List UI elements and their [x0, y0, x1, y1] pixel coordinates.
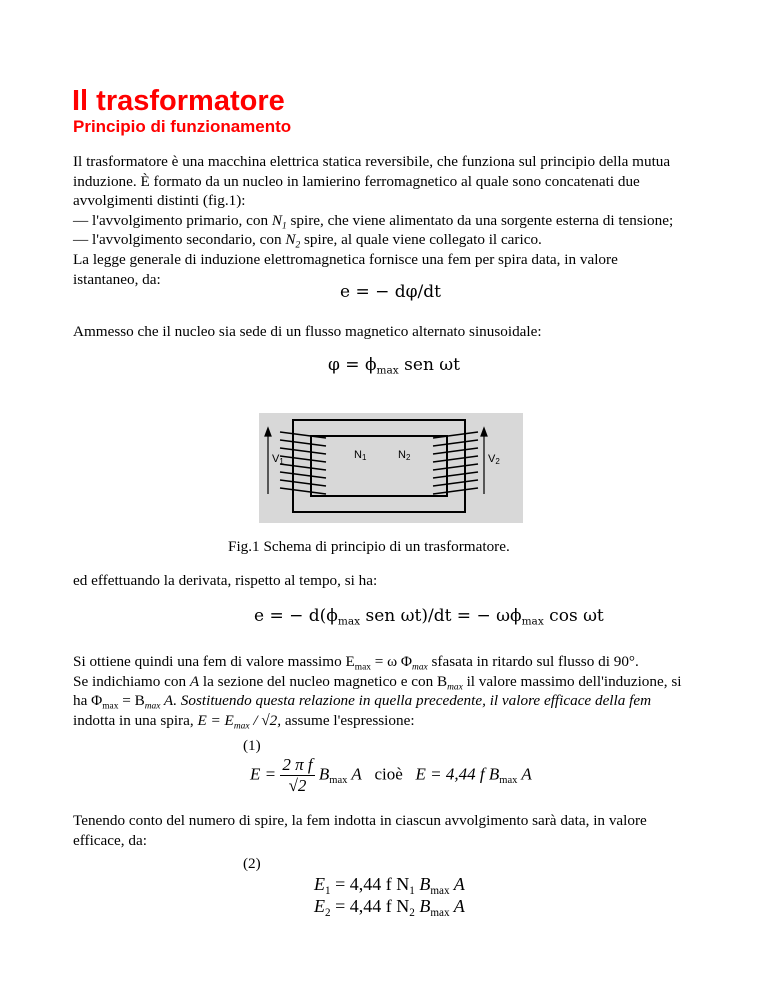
page-title: Il trasformatore: [72, 85, 285, 117]
induction-law-line: istantaneo, da:: [73, 270, 161, 288]
induction-law-line: La legge generale di induzione elettromagnetica fornisce una fem per spira data, in valore: [73, 250, 618, 268]
derivative-paragraph: ed effettuando la derivata, rispetto al tempo, si ha:: [73, 572, 378, 589]
equation-1-number: (1): [243, 737, 261, 754]
result-line: ha $\Phi_{max} = B_{max}$ A. Sostituendo questa relazione in quella precedente, il valore efficace della fem: [73, 692, 652, 712]
equation-2-e1: $E_1 = 4,44$ f $N_1$ $B_{max}$ A: [314, 874, 465, 897]
primary-winding-line: — l'avvolgimento primario, con $N_1$ spire, che viene alimentato da una sorgente esterna di tensione;: [73, 211, 674, 232]
v1-label: V1: [272, 453, 284, 466]
equation-2-number: (2): [243, 855, 261, 872]
intro-paragraph: [73, 152, 697, 289]
n1-label: N1: [354, 449, 367, 462]
equation-fem: e = − dφ/dt: [340, 282, 441, 302]
equation-2-e2: $E_2 = 4,44$ f $N_2$ $B_{max}$ A: [314, 896, 465, 919]
turns-paragraph: [73, 811, 697, 850]
transformer-diagram: [258, 412, 524, 524]
section-subtitle: Principio di funzionamento: [73, 117, 292, 136]
intro-line: avvolgimenti distinti (fig.1):: [73, 192, 246, 210]
equation-1-fraction: $\frac{\text{2 π f}}{√2}$: [282, 755, 313, 795]
intro-line: induzione. È formato da un nucleo in lamierino ferromagnetico al quale sono concatenati due: [73, 172, 640, 190]
equation-flux: $\varphi = \phi_{max}$ sen ωt: [328, 355, 461, 377]
figure-caption: Fig.1 Schema di principio di un trasformatore.: [228, 538, 510, 555]
turns-line: efficace, da:: [73, 831, 147, 849]
result-line: Se indichiamo con A la sezione del nucleo magnetico e con $B_{max}$ il valore massimo dell'induzione, si: [73, 672, 682, 692]
equation-derivative: e = − $d(\phi_{max}$ sen ωt)/dt = − $\omega\phi_{max}$ cos ωt: [254, 606, 604, 628]
equation-2: [314, 873, 465, 917]
result-line: indotta in una spira, $E = E_{max} / √2$, assume l'espressione:: [73, 711, 415, 732]
result-line: Si ottiene quindi una fem di valore massimo $E_{max} = \omega$ $\Phi_{max}$ sfasata in ritardo sul flusso di 90°.: [73, 653, 639, 673]
equation-1: E = $\frac{\text{2 π f}}{√2}$ $B_{max}$ A cioè E = 4,44 f $B_{max}$ A: [250, 755, 532, 795]
secondary-winding-line: — l'avvolgimento secondario, con $N_2$ spire, al quale viene collegato il carico.: [73, 231, 542, 251]
turns-line: Tenendo conto del numero di spire, la fem indotta in ciascun avvolgimento sarà data, in valore: [73, 812, 647, 829]
intro-line: Il trasformatore è una macchina elettrica statica reversibile, che funziona sul principio della mutua: [73, 153, 671, 170]
result-paragraph: [73, 652, 697, 730]
n2-label: N2: [398, 449, 411, 462]
flux-paragraph: Ammesso che il nucleo sia sede di un flusso magnetico alternato sinusoidale:: [73, 323, 542, 340]
v2-label: V2: [488, 453, 500, 466]
